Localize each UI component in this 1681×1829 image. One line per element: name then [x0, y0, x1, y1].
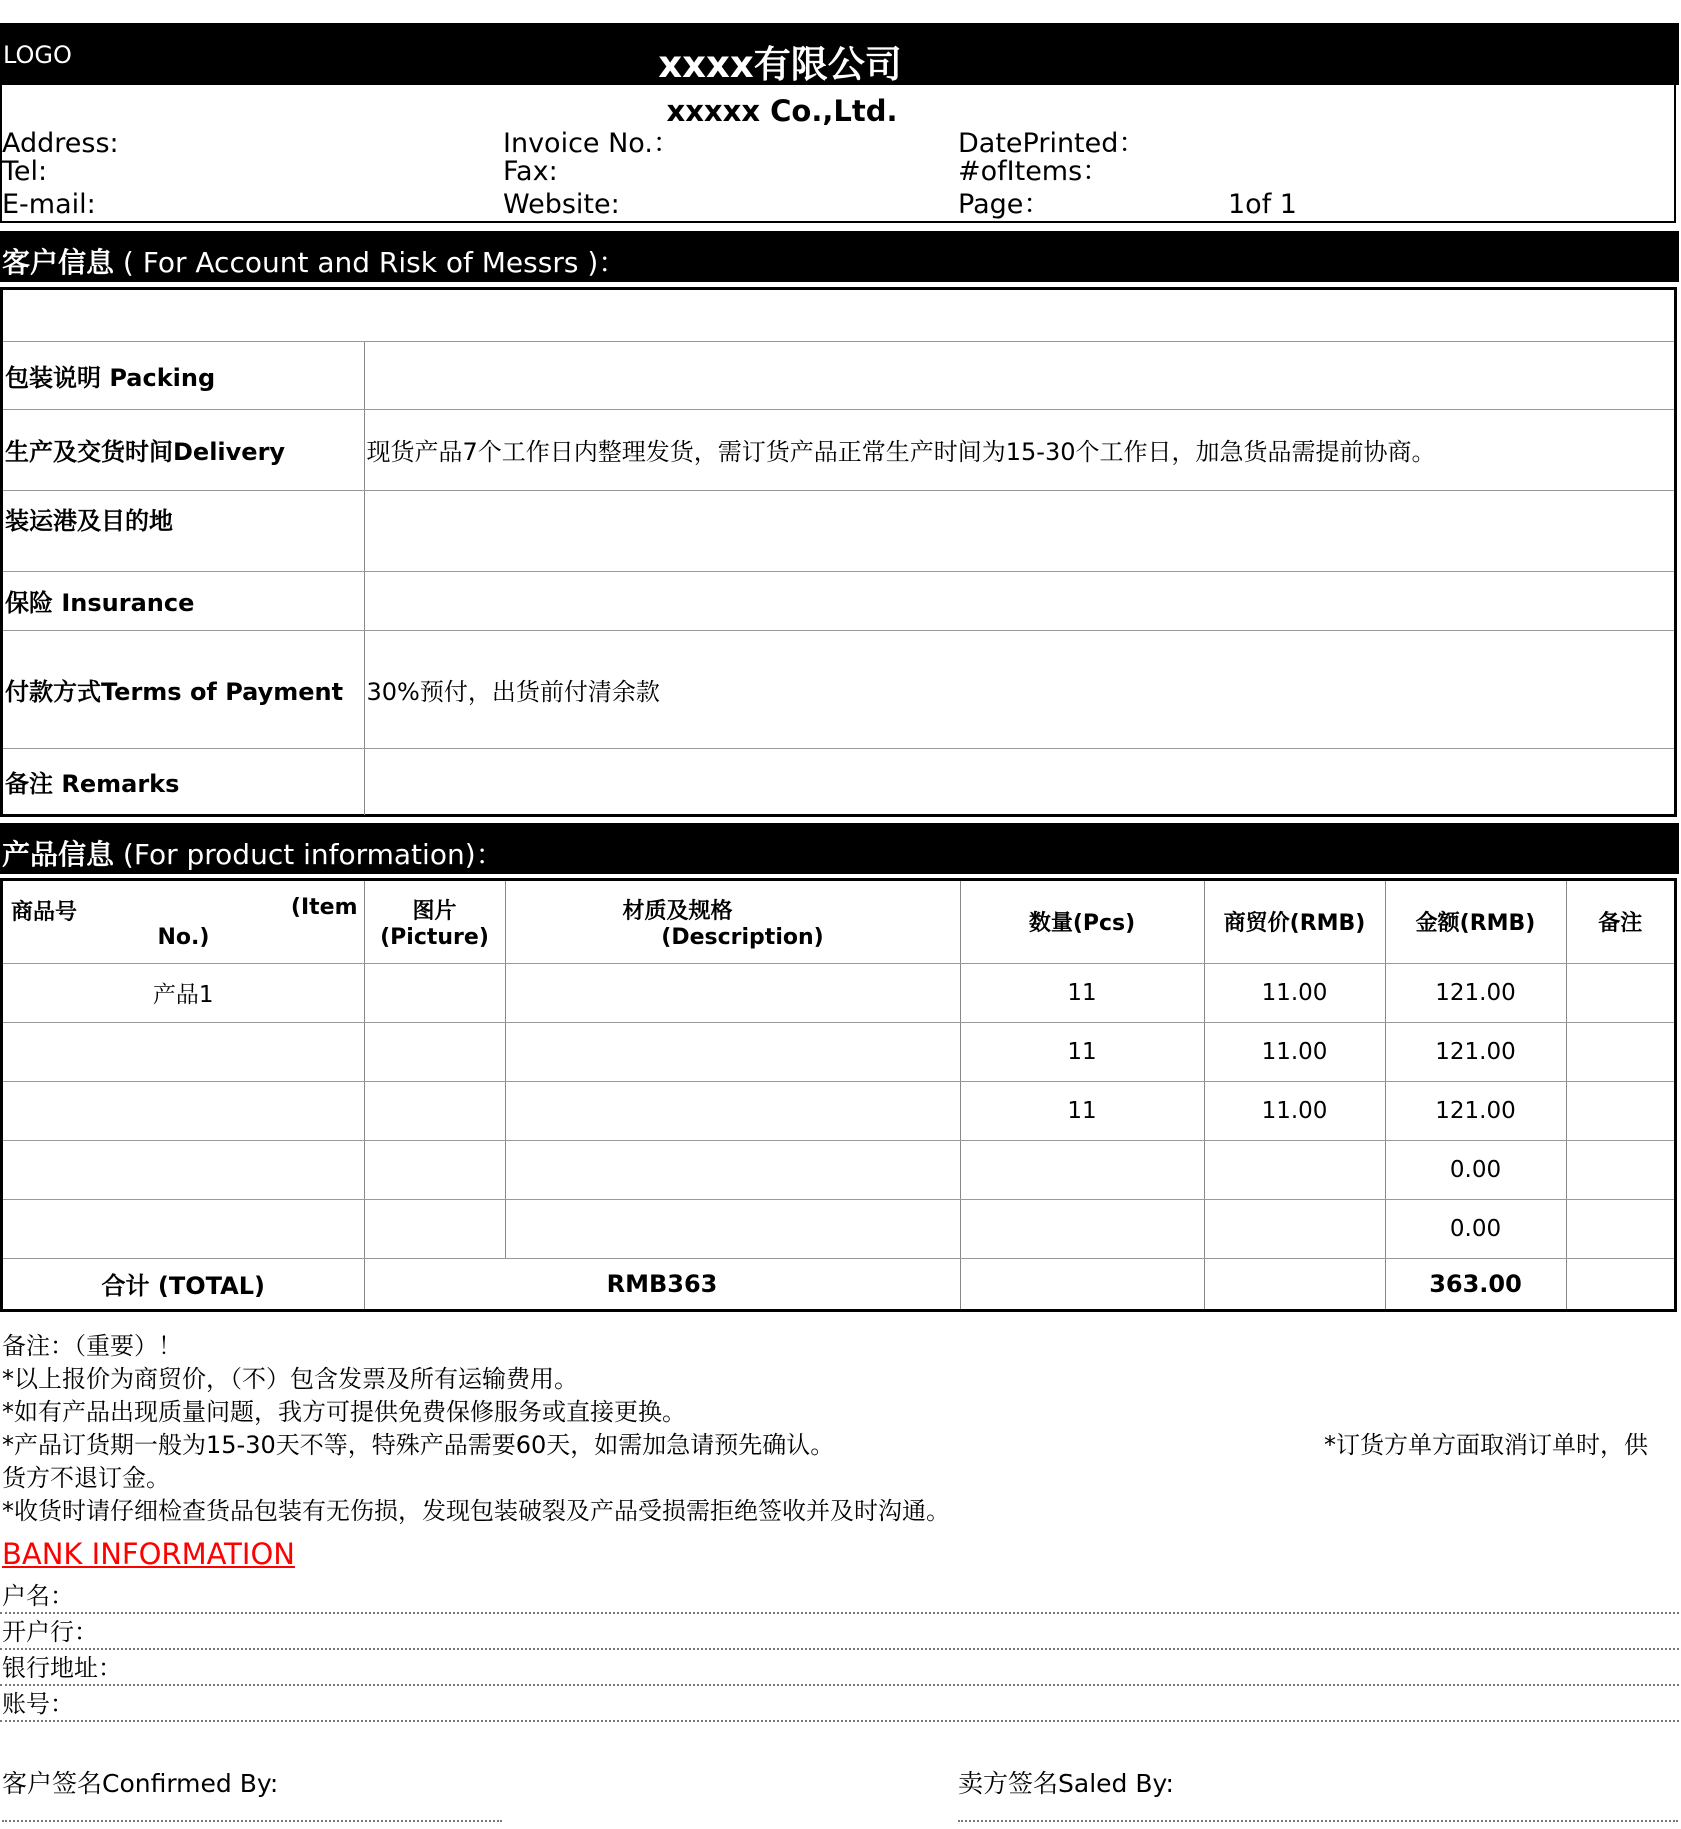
page-value: 1of 1	[1228, 189, 1297, 220]
fax-label: Fax:	[503, 156, 558, 187]
cell-amount: 121.00	[1385, 963, 1566, 1022]
col-description-en: (Description)	[661, 924, 824, 950]
customer-info-box	[0, 287, 1677, 817]
product-table-box	[0, 878, 1677, 1312]
notes-section	[2, 1330, 1672, 1528]
notes-line-part: *产品订货期一般为15-30天不等，特殊产品需要60天，如需加急请预先确认。	[2, 1431, 835, 1459]
info-value	[364, 342, 1674, 409]
info-label: 付款方式Terms of Payment	[3, 630, 364, 748]
product-info-bar	[0, 823, 1679, 874]
email-label: E-mail:	[2, 189, 96, 220]
cell-price	[1204, 1199, 1385, 1258]
notes-line: *以上报价为商贸价，（不）包含发票及所有运输费用。	[2, 1365, 578, 1393]
address-label: Address:	[2, 128, 119, 159]
info-label: 生产及交货时间Delivery	[3, 409, 364, 490]
cell-description	[505, 1022, 960, 1081]
cell-item	[3, 1140, 364, 1199]
seller-signature-line[interactable]	[958, 1820, 1678, 1822]
table-row	[3, 1199, 1674, 1258]
cell-quantity: 11	[960, 1081, 1204, 1140]
bank-address: 银行地址：	[0, 1650, 1679, 1686]
table-row	[3, 1022, 1674, 1081]
cell-description	[505, 1140, 960, 1199]
col-quantity: 数量(Pcs)	[960, 881, 1204, 963]
col-item-no-en-a: (Item	[290, 895, 358, 920]
product-info-title-cn: 产品信息	[2, 838, 115, 871]
col-item-no-en-b: No.)	[157, 925, 210, 950]
company-name-cn: xxxx有限公司	[658, 43, 902, 86]
cell-amount: 121.00	[1385, 1022, 1566, 1081]
info-label: 包装说明 Packing	[3, 342, 364, 409]
table-row	[3, 1140, 1674, 1199]
customer-info-title-cn: 客户信息	[2, 246, 115, 279]
col-price: 商贸价(RMB)	[1204, 881, 1385, 963]
header-info-box	[0, 85, 1676, 223]
cell-item	[3, 1199, 364, 1258]
notes-title: 备注：（重要）！	[2, 1332, 182, 1360]
items-count-label: #ofItems：	[958, 156, 1110, 187]
product-info-title	[2, 833, 504, 873]
company-name-en: xxxxx Co.,Ltd.	[666, 94, 898, 128]
cell-quantity: 11	[960, 963, 1204, 1022]
customer-info-bar	[0, 231, 1679, 282]
cell-item	[3, 1022, 364, 1081]
cell-amount: 121.00	[1385, 1081, 1566, 1140]
cell-price: 11.00	[1204, 1081, 1385, 1140]
col-item-no-cn: 商品号	[11, 900, 78, 925]
total-in-words: RMB363	[364, 1258, 960, 1309]
notes-line: *如有产品出现质量问题，我方可提供免费保修服务或直接更换。	[2, 1398, 686, 1426]
cell-remark	[1566, 1081, 1674, 1140]
cell-remark	[1566, 1140, 1674, 1199]
cell-price: 11.00	[1204, 963, 1385, 1022]
cell-quantity	[960, 1199, 1204, 1258]
cell-picture	[364, 1199, 505, 1258]
col-item-no	[3, 881, 364, 963]
page-label: Page：	[958, 189, 1051, 220]
table-row	[3, 963, 1674, 1022]
cell-amount: 0.00	[1385, 1140, 1566, 1199]
cell-quantity: 11	[960, 1022, 1204, 1081]
bank-info-title: BANK INFORMATION	[2, 1537, 295, 1571]
bank-account-name: 户名：	[0, 1578, 1679, 1614]
col-description-cn: 材质及规格	[622, 898, 733, 924]
info-row-delivery	[3, 409, 1674, 490]
tel-label: Tel:	[2, 156, 48, 187]
total-row	[3, 1258, 1674, 1309]
cell-picture	[364, 1022, 505, 1081]
terms-table	[3, 342, 1674, 815]
info-value	[364, 571, 1674, 630]
info-value: 30%预付，出货前付清余款	[364, 630, 1674, 748]
info-value	[364, 490, 1674, 571]
info-value: 现货产品7个工作日内整理发货，需订货产品正常生产时间为15-30个工作日，加急货品需提前协商。	[364, 409, 1674, 490]
website-label: Website:	[503, 189, 620, 220]
col-picture-cn: 图片	[412, 898, 457, 924]
col-description	[505, 881, 960, 963]
cell-remark	[1566, 1022, 1674, 1081]
cell-price: 11.00	[1204, 1022, 1385, 1081]
cell-item: 产品1	[3, 963, 364, 1022]
col-picture	[364, 881, 505, 963]
date-printed-label: DatePrinted：	[958, 128, 1146, 159]
cell-price	[1204, 1140, 1385, 1199]
seller-signature-label: 卖方签名Saled By:	[958, 1769, 1174, 1798]
logo-placeholder: LOGO	[3, 41, 72, 69]
bank-account-no: 账号：	[0, 1686, 1679, 1722]
col-amount: 金额(RMB)	[1385, 881, 1566, 963]
col-remark: 备注	[1566, 881, 1674, 963]
customer-details-blank	[3, 290, 1674, 342]
notes-line: *收货时请仔细检查货品包装有无伤损，发现包装破裂及产品受损需拒绝签收并及时沟通。	[2, 1497, 950, 1525]
info-label: 备注 Remarks	[3, 748, 364, 815]
header-bar	[0, 23, 1679, 85]
total-price	[1204, 1258, 1385, 1309]
total-quantity	[960, 1258, 1204, 1309]
cell-remark	[1566, 1199, 1674, 1258]
cell-amount: 0.00	[1385, 1199, 1566, 1258]
total-label: 合计 (TOTAL)	[3, 1258, 364, 1309]
info-row-remarks	[3, 748, 1674, 815]
total-amount: 363.00	[1385, 1258, 1566, 1309]
cell-description	[505, 1081, 960, 1140]
customer-info-title	[2, 241, 626, 281]
notes-line-part: *订货方单方面取消订单时，供	[1324, 1431, 1648, 1459]
customer-signature-label: 客户签名Confirmed By:	[2, 1769, 279, 1798]
product-info-title-en: (For product information)：	[122, 838, 504, 871]
product-table-header	[3, 881, 1674, 963]
cell-picture	[364, 963, 505, 1022]
info-row-insurance	[3, 571, 1674, 630]
customer-info-title-en: ( For Account and Risk of Messrs )：	[122, 246, 627, 279]
invoice-no-label: Invoice No.：	[503, 128, 680, 159]
cell-quantity	[960, 1140, 1204, 1199]
col-picture-en: (Picture)	[380, 924, 489, 950]
cell-picture	[364, 1140, 505, 1199]
cell-description	[505, 963, 960, 1022]
cell-description	[505, 1199, 960, 1258]
table-row	[3, 1081, 1674, 1140]
notes-line	[2, 1429, 1672, 1462]
customer-signature-line[interactable]	[2, 1820, 502, 1822]
product-table	[3, 881, 1674, 1309]
info-row-port	[3, 490, 1674, 571]
info-value	[364, 748, 1674, 815]
info-label: 保险 Insurance	[3, 571, 364, 630]
notes-line: 货方不退订金。	[2, 1464, 170, 1492]
info-row-payment	[3, 630, 1674, 748]
info-row-packing	[3, 342, 1674, 409]
cell-item	[3, 1081, 364, 1140]
bank-name: 开户行：	[0, 1614, 1679, 1650]
cell-picture	[364, 1081, 505, 1140]
total-remark	[1566, 1258, 1674, 1309]
info-label: 装运港及目的地	[3, 490, 364, 571]
cell-remark	[1566, 963, 1674, 1022]
